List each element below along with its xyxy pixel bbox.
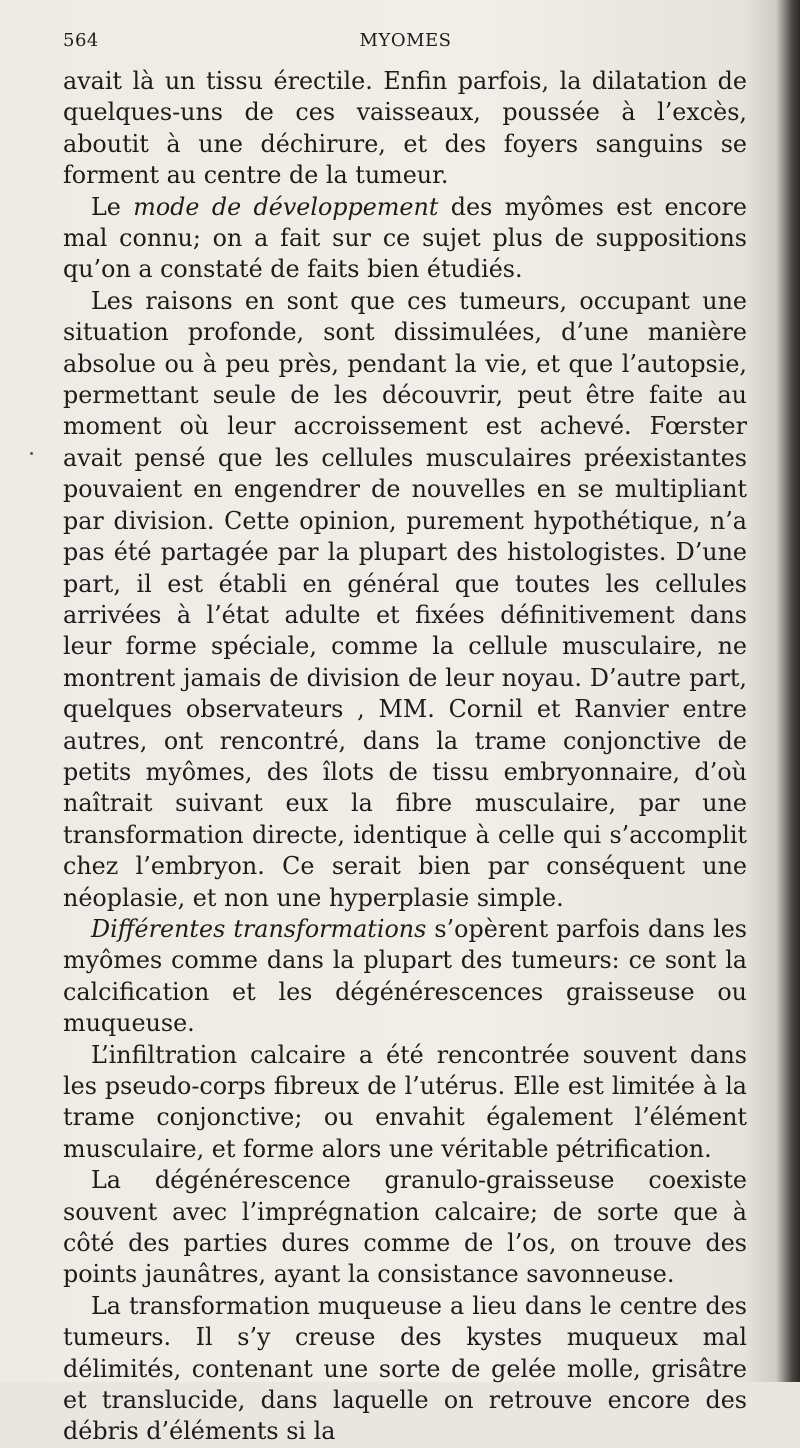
text-run: des myômes est encore mal connu; on a fait sur ce sujet plus de suppositions qu’on a constaté de faits bien étudiés. bbox=[63, 192, 747, 284]
page-number: 564 bbox=[63, 30, 99, 51]
text-run: Les raisons en sont que ces tumeurs, occupant une situation profonde, sont dissimulées, d’une manière absolue ou à peu près, pendant la vie, et que l’autopsie, permettant seule de les découvrir, peut être faite au moment où leur accroissement est achevé. Fœrster avait pensé que les cellules musculaires préexistantes pouvaient en engendrer de nouvelles en se multipliant par division. Cette opinion, purement hypothétique, n’a pas été partagée par la plupart des histologistes. D’une part, il est établi en général que toutes les cellules arrivées à l’état adulte et fixées définitivement dans leur forme spéciale, comme la cellule musculaire, ne montrent jamais de division de leur noyau. D’autre part, quelques observateurs , MM. Cornil et Ranvier entre autres, ont rencontré, dans la trame conjonctive de petits myômes, des îlots de tissu embryonnaire, d’où naîtrait suivant eux la fibre musculaire, par une transformation directe, identique à celle qui s’accomplit chez l’embryon. Ce serait bien par conséquent une néoplasie, et non une hyperplasie simple. bbox=[63, 286, 747, 912]
paragraph-4 bbox=[63, 914, 747, 1040]
paragraph-3 bbox=[63, 286, 747, 914]
text-run: s’opèrent parfois dans les myômes comme dans la plupart des tumeurs: ce sont la calcification et les dégénérescences graisseuse ou muqueuse. bbox=[63, 914, 747, 1038]
text-run: L’infiltration calcaire a été rencontrée souvent dans les pseudo-corps fibreux de l’utérus. Elle est limitée à la trame conjonctive; ou envahit également l’élément musculaire, et forme alors une véritable pétrification. bbox=[63, 1040, 747, 1163]
text-run: Le bbox=[91, 192, 134, 221]
text-run: avait là un tissu érectile. Enfin parfois, la dilatation de quelques-uns de ces vaisseaux, poussée à l’excès, aboutit à une déchirure, et des foyers sanguins se forment au centre de la tumeur. bbox=[63, 67, 747, 190]
page-header bbox=[63, 30, 748, 60]
italic-term: mode de développement bbox=[133, 192, 439, 221]
italic-term: Différentes transformations bbox=[91, 914, 427, 943]
running-head: MYOMES bbox=[359, 30, 452, 51]
text-run: La transformation muqueuse a lieu dans le centre des tumeurs. Il s’y creuse des kystes muqueux mal délimités, contenant une sorte de gelée molle, grisâtre et translucide, dans laquelle on retrouve encore des débris d’éléments si la bbox=[63, 1291, 747, 1446]
text-run: La dégénérescence granulo-graisseuse coexiste souvent avec l’imprégnation calcaire; de sorte que à côté des parties dures comme de l’os, on trouve des points jaunâtres, ayant la consistance savonneuse. bbox=[63, 1166, 747, 1289]
body-text bbox=[63, 66, 747, 1448]
paragraph-2 bbox=[63, 192, 747, 286]
margin-speck bbox=[30, 452, 33, 455]
paragraph-1 bbox=[63, 66, 747, 192]
paragraph-7 bbox=[63, 1291, 747, 1448]
paragraph-5 bbox=[63, 1040, 747, 1166]
paragraph-6 bbox=[63, 1165, 747, 1291]
